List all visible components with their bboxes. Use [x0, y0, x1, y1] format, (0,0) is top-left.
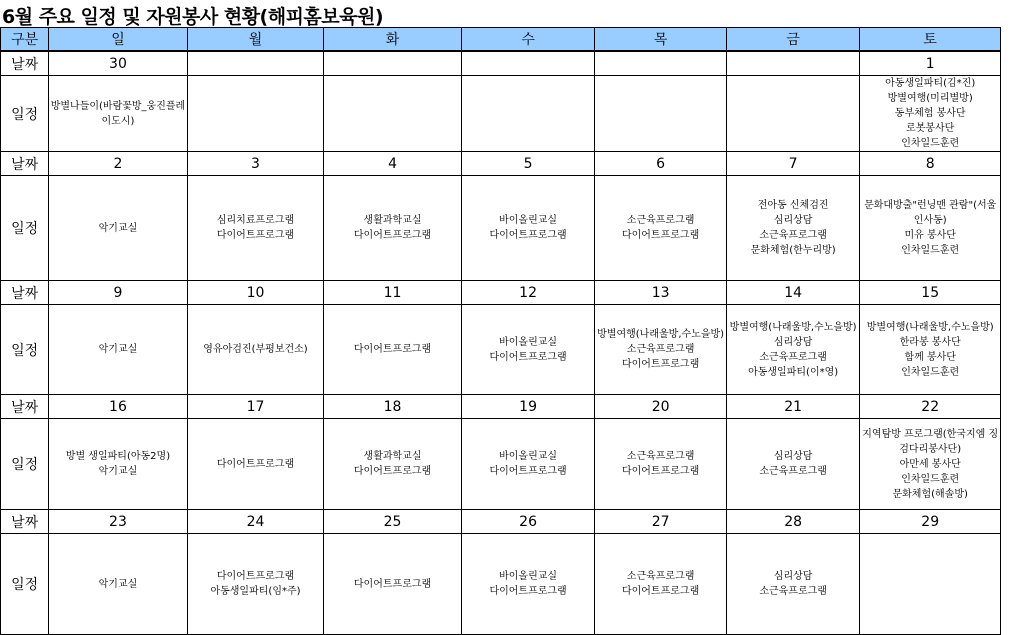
schedule-cell: 지역탐방 프로그램(한국지엠 징검다리봉사단) 아만세 봉사단 인차일드훈련 문화체험(해솔방)	[860, 419, 1001, 510]
row-label-schedule: 일정	[1, 534, 49, 635]
schedule-cell: 바이올린교실 다이어트프로그램	[461, 419, 595, 510]
schedule-cell: 악기교실	[49, 534, 188, 635]
schedule-cell: 다이어트프로그램	[324, 305, 462, 395]
date-cell: 29	[860, 510, 1001, 534]
schedule-row	[1, 419, 1001, 510]
date-cell: 17	[187, 395, 324, 419]
date-cell: 1	[860, 51, 1001, 76]
row-label-schedule: 일정	[1, 176, 49, 281]
date-row	[1, 510, 1001, 534]
header-cell-tue: 화	[324, 28, 462, 52]
schedule-cell: 아동생일파티(김*진) 방별여행(미리별방) 동부체험 봉사단 로봇봉사단 인차일드훈련	[860, 76, 1001, 152]
schedule-cell: 전아동 신체검진 심리상담 소근육프로그램 문화체험(한누리방)	[726, 176, 860, 281]
date-cell	[726, 51, 860, 76]
schedule-cell	[187, 76, 324, 152]
schedule-cell: 방별나들이(바람꽃방_웅진플레이도시)	[49, 76, 188, 152]
date-cell: 7	[726, 152, 860, 176]
schedule-cell: 바이올린교실 다이어트프로그램	[461, 534, 595, 635]
date-cell: 15	[860, 281, 1001, 305]
date-cell: 25	[324, 510, 462, 534]
schedule-cell: 생활과학교실 다이어트프로그램	[324, 419, 462, 510]
date-cell: 4	[324, 152, 462, 176]
schedule-cell: 문화대방출"런닝맨 관람"(서울인사동) 미유 봉사단 인차일드훈련	[860, 176, 1001, 281]
schedule-cell: 심리치료프로그램 다이어트프로그램	[187, 176, 324, 281]
schedule-cell: 방별여행(나래울방,수노을방) 심리상담 소근육프로그램 아동생일파티(이*영)	[726, 305, 860, 395]
date-cell: 13	[595, 281, 727, 305]
date-cell: 20	[595, 395, 727, 419]
schedule-cell: 소근육프로그램 다이어트프로그램	[595, 534, 727, 635]
schedule-cell: 다이어트프로그램 아동생일파티(임*주)	[187, 534, 324, 635]
date-cell: 14	[726, 281, 860, 305]
date-cell: 28	[726, 510, 860, 534]
schedule-row	[1, 534, 1001, 635]
schedule-cell	[461, 76, 595, 152]
schedule-row	[1, 176, 1001, 281]
date-cell	[324, 51, 462, 76]
schedule-cell: 방별여행(나래울방,수노을방) 소근육프로그램 다이어트프로그램	[595, 305, 727, 395]
row-label-date: 날짜	[1, 395, 49, 419]
schedule-cell: 소근육프로그램 다이어트프로그램	[595, 176, 727, 281]
date-cell: 23	[49, 510, 188, 534]
schedule-table	[0, 27, 1001, 635]
date-cell: 24	[187, 510, 324, 534]
schedule-cell: 심리상담 소근육프로그램	[726, 419, 860, 510]
schedule-cell: 바이올린교실 다이어트프로그램	[461, 305, 595, 395]
date-cell: 21	[726, 395, 860, 419]
date-cell	[595, 51, 727, 76]
schedule-cell: 악기교실	[49, 176, 188, 281]
date-cell: 2	[49, 152, 188, 176]
header-cell-category: 구분	[1, 28, 49, 52]
schedule-cell	[595, 76, 727, 152]
date-cell: 30	[49, 51, 188, 76]
row-label-schedule: 일정	[1, 76, 49, 152]
date-cell: 26	[461, 510, 595, 534]
schedule-cell	[860, 534, 1001, 635]
date-cell: 16	[49, 395, 188, 419]
date-cell	[461, 51, 595, 76]
schedule-cell: 심리상담 소근육프로그램	[726, 534, 860, 635]
header-cell-sat: 토	[860, 28, 1001, 52]
date-cell: 11	[324, 281, 462, 305]
header-cell-wed: 수	[461, 28, 595, 52]
schedule-cell: 영유아검진(부평보건소)	[187, 305, 324, 395]
header-cell-sun: 일	[49, 28, 188, 52]
date-row	[1, 152, 1001, 176]
date-cell: 12	[461, 281, 595, 305]
schedule-cell: 방별여행(나래울방,수노을방) 한라봉 봉사단 함께 봉사단 인차일드훈련	[860, 305, 1001, 395]
schedule-cell: 악기교실	[49, 305, 188, 395]
schedule-cell: 소근육프로그램 다이어트프로그램	[595, 419, 727, 510]
date-cell: 22	[860, 395, 1001, 419]
date-cell: 3	[187, 152, 324, 176]
row-label-date: 날짜	[1, 51, 49, 76]
date-row	[1, 281, 1001, 305]
row-label-date: 날짜	[1, 152, 49, 176]
header-row	[1, 28, 1001, 52]
schedule-cell: 다이어트프로그램	[187, 419, 324, 510]
schedule-row	[1, 76, 1001, 152]
row-label-schedule: 일정	[1, 305, 49, 395]
date-cell	[187, 51, 324, 76]
row-label-schedule: 일정	[1, 419, 49, 510]
header-cell-fri: 금	[726, 28, 860, 52]
schedule-row	[1, 305, 1001, 395]
schedule-cell: 바이올린교실 다이어트프로그램	[461, 176, 595, 281]
date-cell: 8	[860, 152, 1001, 176]
date-row	[1, 51, 1001, 76]
date-cell: 6	[595, 152, 727, 176]
schedule-cell	[324, 76, 462, 152]
schedule-cell: 다이어트프로그램	[324, 534, 462, 635]
date-row	[1, 395, 1001, 419]
date-cell: 10	[187, 281, 324, 305]
row-label-date: 날짜	[1, 281, 49, 305]
date-cell: 18	[324, 395, 462, 419]
schedule-cell: 생활과학교실 다이어트프로그램	[324, 176, 462, 281]
page-title: 6월 주요 일정 및 자원봉사 현황(해피홈보육원)	[2, 6, 384, 28]
date-cell: 27	[595, 510, 727, 534]
header-cell-mon: 월	[187, 28, 324, 52]
schedule-cell	[726, 76, 860, 152]
header-cell-thu: 목	[595, 28, 727, 52]
schedule-cell: 방별 생일파티(아동2명) 악기교실	[49, 419, 188, 510]
row-label-date: 날짜	[1, 510, 49, 534]
date-cell: 19	[461, 395, 595, 419]
date-cell: 5	[461, 152, 595, 176]
date-cell: 9	[49, 281, 188, 305]
